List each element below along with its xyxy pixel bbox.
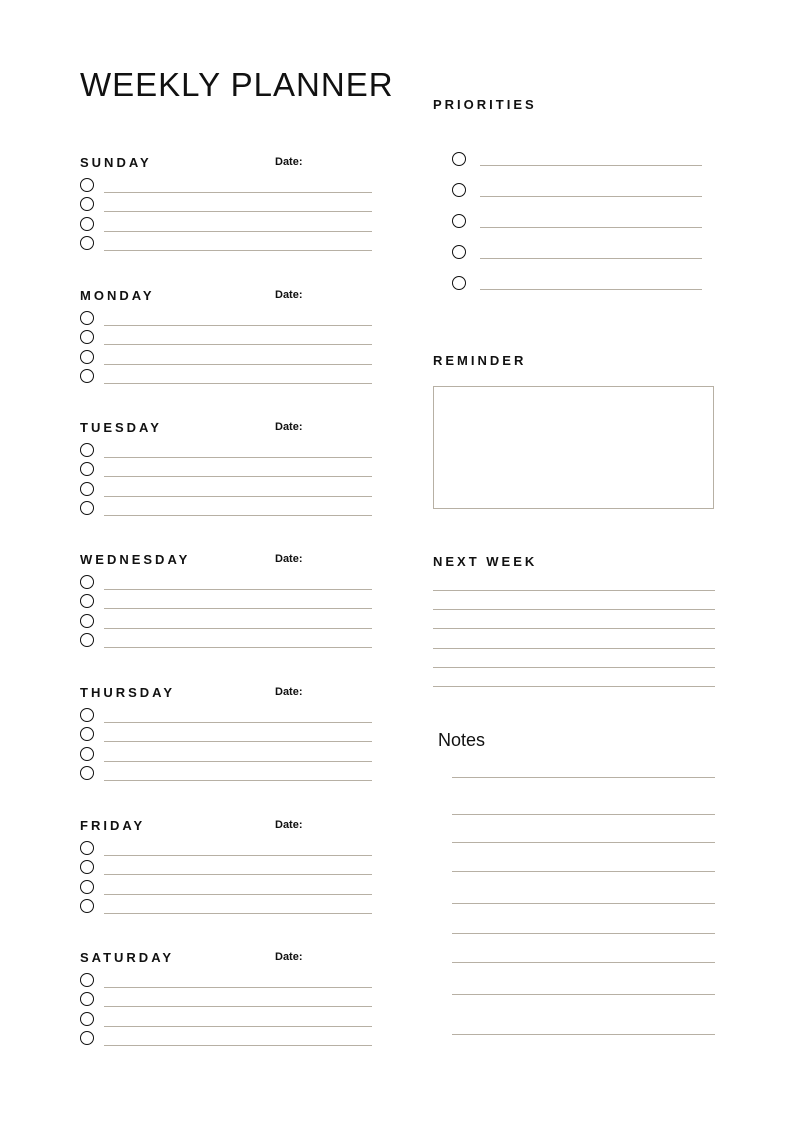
date-label: Date: bbox=[275, 421, 303, 433]
day-name: MONDAY bbox=[80, 288, 155, 303]
checkbox-circle-icon[interactable] bbox=[80, 462, 94, 476]
note-line[interactable] bbox=[452, 871, 715, 872]
task-line[interactable] bbox=[104, 647, 372, 648]
task-row[interactable] bbox=[80, 461, 372, 481]
date-label: Date: bbox=[275, 553, 303, 565]
task-line[interactable] bbox=[104, 1006, 372, 1007]
day-name: WEDNESDAY bbox=[80, 552, 191, 567]
checkbox-circle-icon[interactable] bbox=[80, 594, 94, 608]
checkbox-circle-icon[interactable] bbox=[80, 482, 94, 496]
task-row[interactable] bbox=[80, 216, 372, 236]
task-row[interactable] bbox=[80, 593, 372, 613]
task-line[interactable] bbox=[104, 364, 372, 365]
day-name: TUESDAY bbox=[80, 420, 162, 435]
note-line[interactable] bbox=[452, 842, 715, 843]
priority-line[interactable] bbox=[480, 289, 702, 290]
notes-title: Notes bbox=[438, 730, 486, 750]
date-label: Date: bbox=[275, 819, 303, 831]
checkbox-circle-icon[interactable] bbox=[80, 747, 94, 761]
task-line[interactable] bbox=[104, 608, 372, 609]
checkbox-circle-icon[interactable] bbox=[452, 276, 466, 290]
checkbox-circle-icon[interactable] bbox=[80, 860, 94, 874]
task-row[interactable] bbox=[80, 991, 372, 1011]
date-label: Date: bbox=[275, 156, 303, 168]
checkbox-circle-icon[interactable] bbox=[80, 575, 94, 589]
task-line[interactable] bbox=[104, 780, 372, 781]
task-line[interactable] bbox=[104, 874, 372, 875]
task-row[interactable] bbox=[80, 972, 372, 992]
next-week-label: NEXT WEEK bbox=[433, 554, 538, 569]
task-row[interactable] bbox=[80, 196, 372, 216]
checkbox-circle-icon[interactable] bbox=[80, 880, 94, 894]
page-title: WEEKLY PLANNER bbox=[80, 66, 394, 103]
checkbox-circle-icon[interactable] bbox=[80, 350, 94, 364]
task-line[interactable] bbox=[104, 1026, 372, 1027]
date-label: Date: bbox=[275, 289, 303, 301]
task-row[interactable] bbox=[80, 349, 372, 369]
task-line[interactable] bbox=[104, 628, 372, 629]
priorities-label: PRIORITIES bbox=[433, 97, 537, 112]
priority-row[interactable] bbox=[452, 152, 702, 176]
priority-line[interactable] bbox=[480, 196, 702, 197]
note-line[interactable] bbox=[452, 777, 715, 778]
next-week-line[interactable] bbox=[433, 609, 715, 610]
checkbox-circle-icon[interactable] bbox=[80, 178, 94, 192]
task-line[interactable] bbox=[104, 192, 372, 193]
note-line[interactable] bbox=[452, 962, 715, 963]
checkbox-circle-icon[interactable] bbox=[452, 183, 466, 197]
priority-line[interactable] bbox=[480, 258, 702, 259]
task-line[interactable] bbox=[104, 1045, 372, 1046]
task-line[interactable] bbox=[104, 515, 372, 516]
task-row[interactable] bbox=[80, 442, 372, 462]
task-row[interactable] bbox=[80, 500, 372, 520]
checkbox-circle-icon[interactable] bbox=[80, 708, 94, 722]
reminder-label: REMINDER bbox=[433, 353, 527, 368]
next-week-line[interactable] bbox=[433, 628, 715, 629]
task-row[interactable] bbox=[80, 235, 372, 255]
checkbox-circle-icon[interactable] bbox=[80, 727, 94, 741]
checkbox-circle-icon[interactable] bbox=[80, 330, 94, 344]
priority-row[interactable] bbox=[452, 276, 702, 300]
priority-line[interactable] bbox=[480, 165, 702, 166]
day-name: SUNDAY bbox=[80, 155, 152, 170]
task-row[interactable] bbox=[80, 840, 372, 860]
checkbox-circle-icon[interactable] bbox=[452, 245, 466, 259]
task-row[interactable] bbox=[80, 177, 372, 197]
task-line[interactable] bbox=[104, 211, 372, 212]
checkbox-circle-icon[interactable] bbox=[80, 217, 94, 231]
task-line[interactable] bbox=[104, 325, 372, 326]
day-name: THURSDAY bbox=[80, 685, 176, 700]
priority-line[interactable] bbox=[480, 227, 702, 228]
task-row[interactable] bbox=[80, 481, 372, 501]
next-week-line[interactable] bbox=[433, 667, 715, 668]
checkbox-circle-icon[interactable] bbox=[80, 369, 94, 383]
task-row[interactable] bbox=[80, 574, 372, 594]
task-row[interactable] bbox=[80, 746, 372, 766]
task-row[interactable] bbox=[80, 765, 372, 785]
task-line[interactable] bbox=[104, 987, 372, 988]
note-line[interactable] bbox=[452, 903, 715, 904]
checkbox-circle-icon[interactable] bbox=[452, 214, 466, 228]
checkbox-circle-icon[interactable] bbox=[80, 899, 94, 913]
checkbox-circle-icon[interactable] bbox=[80, 311, 94, 325]
date-label: Date: bbox=[275, 951, 303, 963]
task-line[interactable] bbox=[104, 250, 372, 251]
checkbox-circle-icon[interactable] bbox=[80, 614, 94, 628]
reminder-box[interactable] bbox=[433, 386, 714, 509]
task-line[interactable] bbox=[104, 344, 372, 345]
task-row[interactable] bbox=[80, 726, 372, 746]
checkbox-circle-icon[interactable] bbox=[80, 1031, 94, 1045]
task-line[interactable] bbox=[104, 741, 372, 742]
priority-row[interactable] bbox=[452, 245, 702, 269]
next-week-line[interactable] bbox=[433, 590, 715, 591]
checkbox-circle-icon[interactable] bbox=[80, 633, 94, 647]
checkbox-circle-icon[interactable] bbox=[80, 973, 94, 987]
checkbox-circle-icon[interactable] bbox=[80, 197, 94, 211]
task-row[interactable] bbox=[80, 859, 372, 879]
task-line[interactable] bbox=[104, 383, 372, 384]
task-line[interactable] bbox=[104, 589, 372, 590]
note-line[interactable] bbox=[452, 994, 715, 995]
next-week-line[interactable] bbox=[433, 686, 715, 687]
task-row[interactable] bbox=[80, 632, 372, 652]
checkbox-circle-icon[interactable] bbox=[80, 992, 94, 1006]
checkbox-circle-icon[interactable] bbox=[80, 1012, 94, 1026]
checkbox-circle-icon[interactable] bbox=[80, 501, 94, 515]
checkbox-circle-icon[interactable] bbox=[452, 152, 466, 166]
task-row[interactable] bbox=[80, 707, 372, 727]
note-line[interactable] bbox=[452, 1034, 715, 1035]
task-line[interactable] bbox=[104, 913, 372, 914]
next-week-line[interactable] bbox=[433, 648, 715, 649]
task-row[interactable] bbox=[80, 1030, 372, 1050]
priority-row[interactable] bbox=[452, 183, 702, 207]
task-row[interactable] bbox=[80, 879, 372, 899]
note-line[interactable] bbox=[452, 933, 715, 934]
task-row[interactable] bbox=[80, 898, 372, 918]
day-name: SATURDAY bbox=[80, 950, 175, 965]
task-line[interactable] bbox=[104, 231, 372, 232]
task-line[interactable] bbox=[104, 476, 372, 477]
task-line[interactable] bbox=[104, 761, 372, 762]
checkbox-circle-icon[interactable] bbox=[80, 236, 94, 250]
task-line[interactable] bbox=[104, 496, 372, 497]
task-line[interactable] bbox=[104, 855, 372, 856]
checkbox-circle-icon[interactable] bbox=[80, 841, 94, 855]
task-line[interactable] bbox=[104, 457, 372, 458]
checkbox-circle-icon[interactable] bbox=[80, 443, 94, 457]
task-row[interactable] bbox=[80, 368, 372, 388]
task-line[interactable] bbox=[104, 722, 372, 723]
priority-row[interactable] bbox=[452, 214, 702, 238]
task-row[interactable] bbox=[80, 310, 372, 330]
task-row[interactable] bbox=[80, 1011, 372, 1031]
task-line[interactable] bbox=[104, 894, 372, 895]
date-label: Date: bbox=[275, 686, 303, 698]
task-row[interactable] bbox=[80, 613, 372, 633]
task-row[interactable] bbox=[80, 329, 372, 349]
day-name: FRIDAY bbox=[80, 818, 146, 833]
note-line[interactable] bbox=[452, 814, 715, 815]
checkbox-circle-icon[interactable] bbox=[80, 766, 94, 780]
